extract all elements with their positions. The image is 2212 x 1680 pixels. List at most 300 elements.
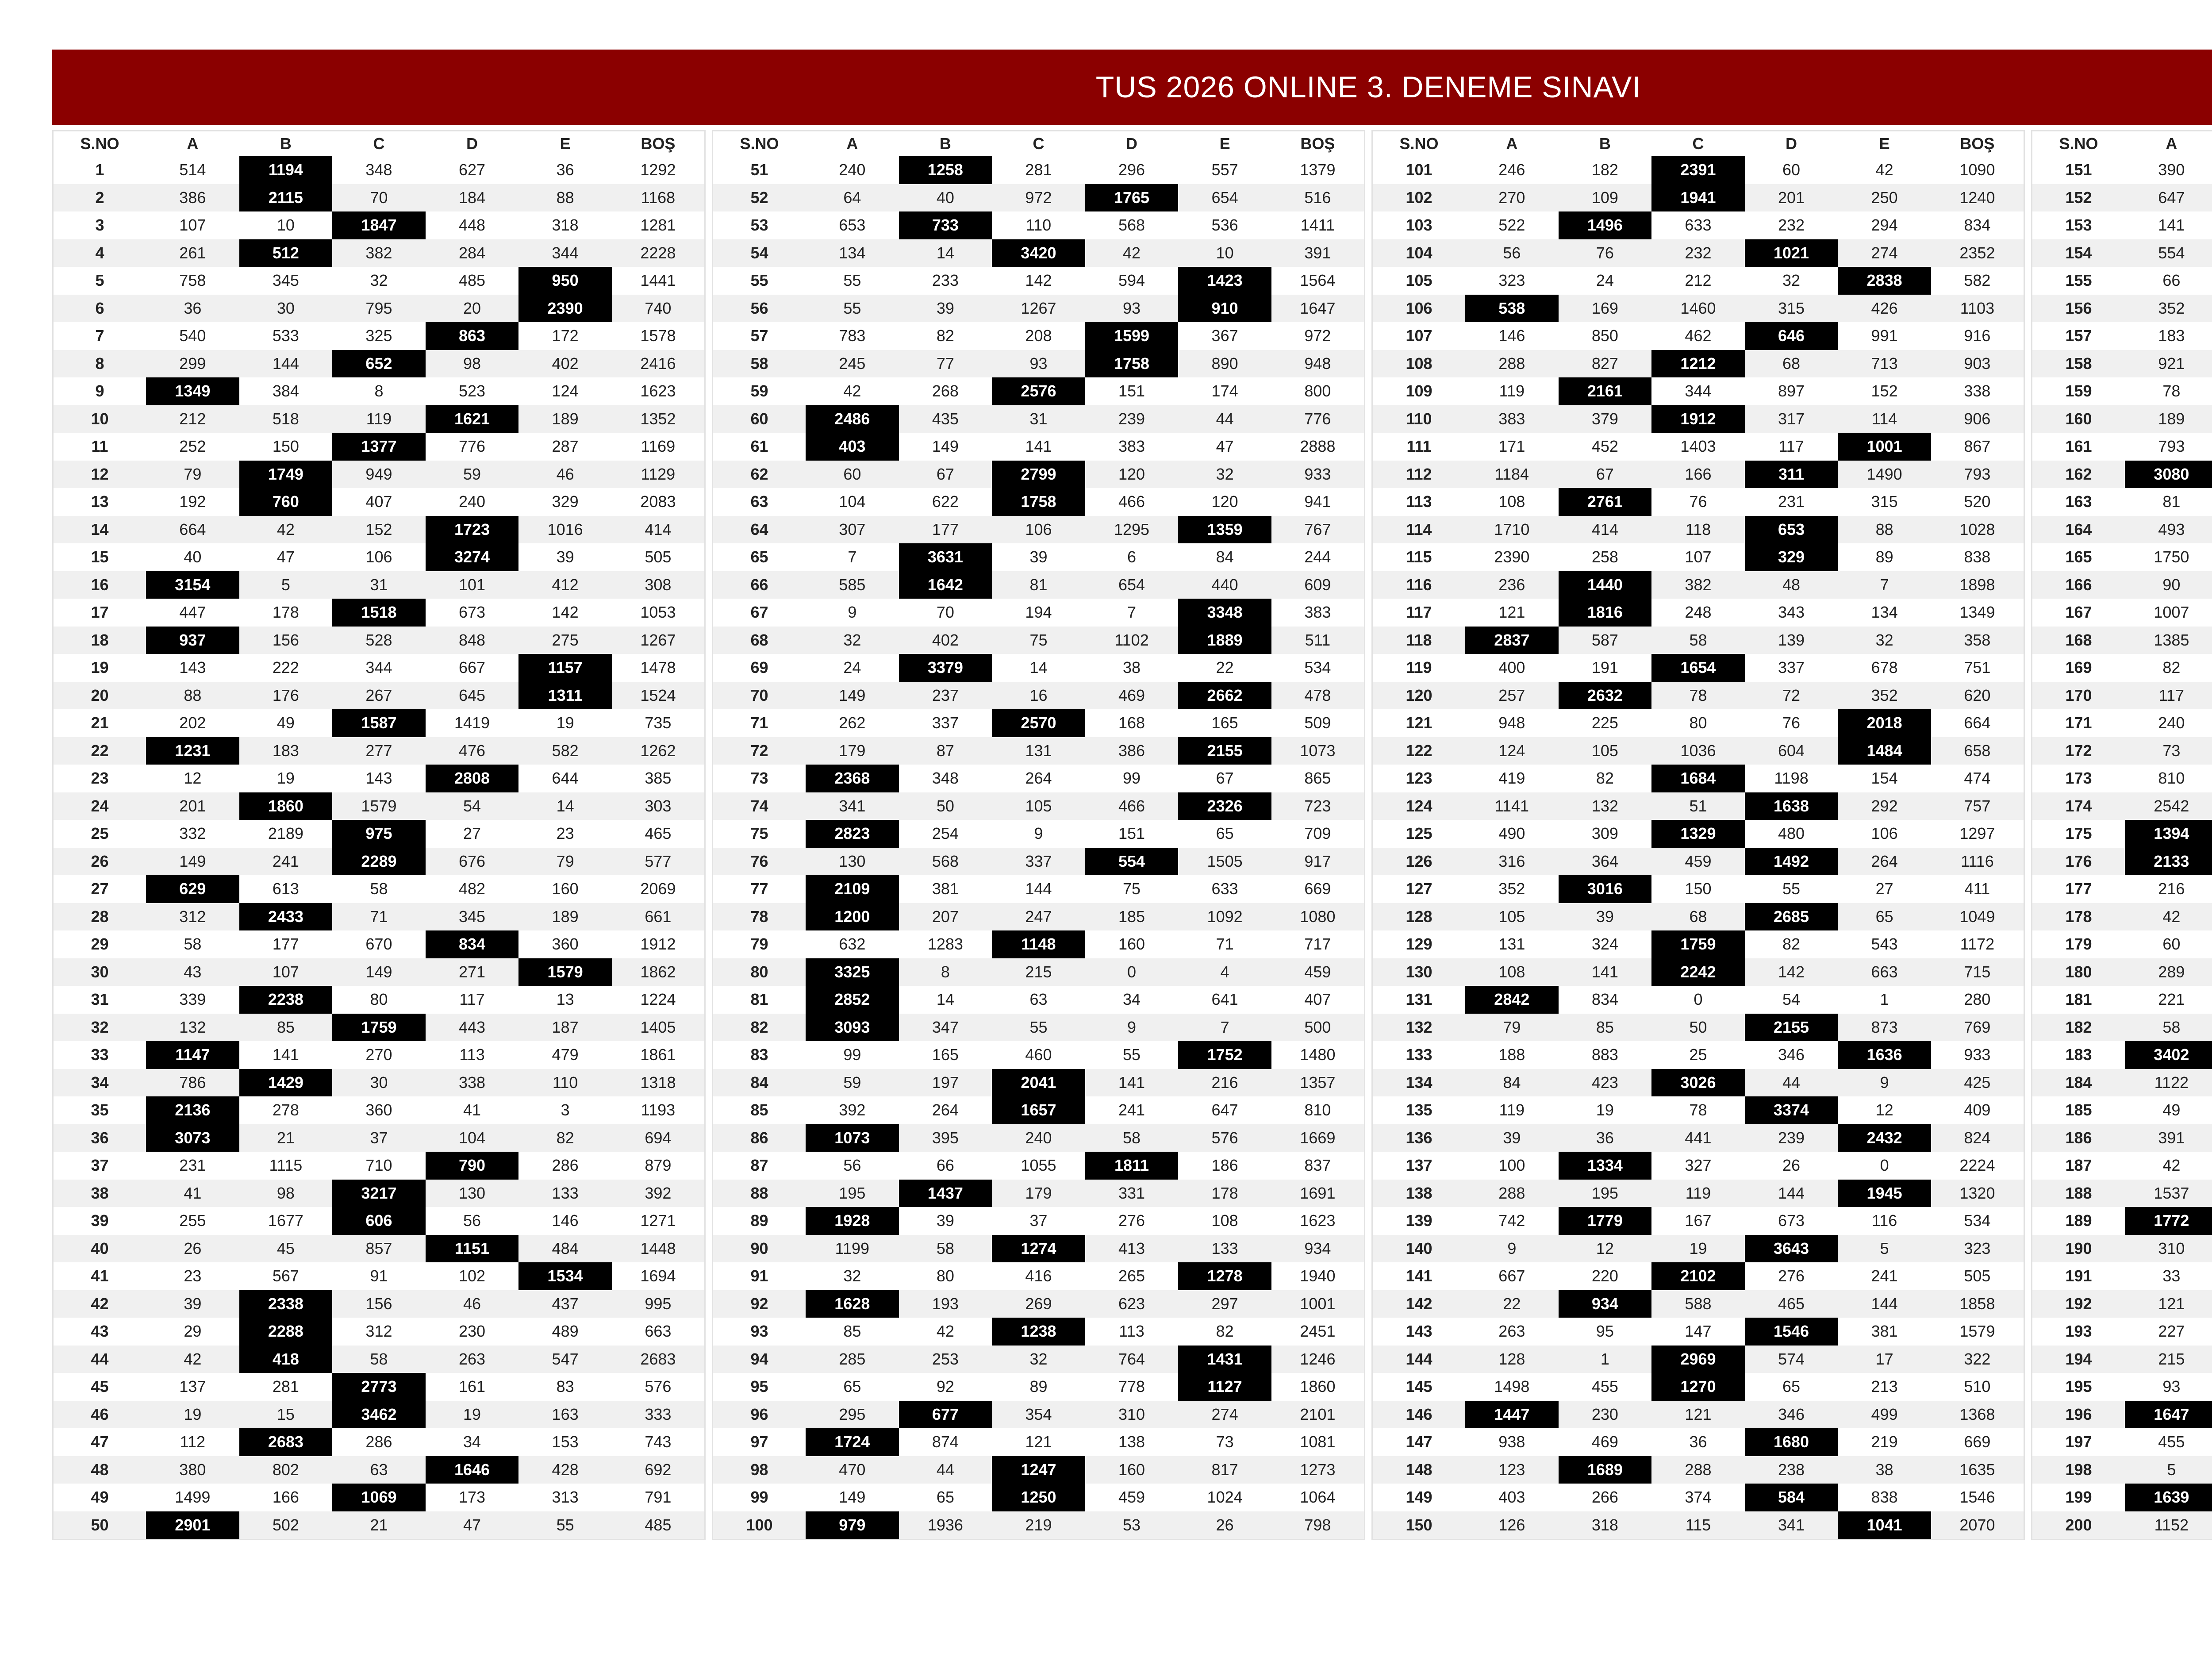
question-number: 187 (2065, 1156, 2092, 1175)
answer-count-cell: 113 (459, 1046, 485, 1064)
correct-answer-count-cell: 1440 (1559, 571, 1652, 599)
answer-count-cell: 523 (458, 382, 486, 400)
question-number: 10 (53, 405, 146, 433)
question-number: 72 (713, 737, 806, 765)
answer-count-cell: 478 (1271, 682, 1365, 710)
answer-count-cell: 1016 (518, 516, 612, 544)
answer-count-cell: 740 (612, 295, 705, 323)
question-number: 66 (713, 571, 806, 599)
table-row (1372, 488, 2024, 516)
answer-count-cell: 723 (1271, 792, 1365, 820)
question-number: 189 (2065, 1211, 2092, 1230)
correct-answer-count-cell: 975 (332, 820, 426, 848)
column-header: E (1178, 131, 1271, 157)
answer-count-cell: 114 (1838, 405, 1931, 433)
answer-count-cell: 65 (1838, 903, 1931, 931)
question-number: 87 (750, 1156, 768, 1175)
answer-count-cell: 112 (180, 1433, 206, 1451)
correct-answer-count-cell: 2570 (992, 709, 1085, 737)
answer-count-cell: 208 (1025, 327, 1052, 345)
answer-count-cell: 676 (426, 848, 519, 876)
answer-count-cell: 13 (556, 990, 574, 1009)
table-row (1372, 1096, 2024, 1124)
question-number: 34 (53, 1069, 146, 1097)
answer-count-cell: 66 (936, 1156, 954, 1175)
answer-count-cell: 81 (992, 571, 1085, 599)
answer-count-cell: 267 (332, 682, 426, 710)
answer-count-cell: 232 (1778, 216, 1805, 235)
answer-count-cell: 26 (146, 1235, 239, 1263)
table-row (1372, 627, 2024, 654)
answer-count-cell: 466 (1085, 792, 1179, 820)
answer-count-cell: 42 (2162, 1156, 2181, 1175)
answer-count-cell: 189 (2125, 405, 2212, 433)
answer-count-cell: 1623 (1300, 1211, 1336, 1230)
question-number: 172 (2032, 737, 2125, 765)
question-number: 177 (2065, 880, 2092, 898)
correct-answer-count-cell: 2289 (332, 848, 426, 876)
answer-count-cell: 709 (1304, 824, 1331, 843)
answer-count-cell: 142 (1025, 271, 1052, 290)
answer-count-cell: 246 (1498, 161, 1525, 179)
table-row (53, 737, 705, 765)
answer-count-cell: 299 (146, 350, 239, 378)
answer-count-cell: 582 (518, 737, 612, 765)
answer-count-cell: 255 (179, 1211, 206, 1230)
answer-count-cell: 195 (806, 1180, 899, 1207)
table-row (53, 930, 705, 958)
question-number: 89 (750, 1211, 768, 1230)
answer-count-cell: 201 (146, 792, 239, 820)
question-number: 77 (750, 880, 768, 898)
correct-answer-count-cell: 512 (239, 239, 333, 267)
answer-count-cell: 295 (806, 1401, 899, 1429)
answer-count-cell: 609 (1271, 571, 1365, 599)
answer-count-cell: 800 (1304, 382, 1331, 400)
answer-count-cell: 414 (612, 516, 705, 544)
answer-count-cell: 99 (1123, 769, 1141, 788)
answer-count-cell: 897 (1778, 382, 1805, 400)
answer-count-cell: 178 (1178, 1180, 1271, 1207)
answer-count-cell: 189 (518, 903, 612, 931)
correct-answer-count-cell: 1546 (1745, 1318, 1838, 1346)
correct-answer-count-cell: 3374 (1745, 1096, 1838, 1124)
column-header: D (1085, 131, 1179, 157)
question-number: 76 (713, 848, 806, 876)
correct-answer-count-cell: 1157 (518, 654, 612, 682)
correct-answer-count-cell: 979 (806, 1511, 899, 1540)
correct-answer-count-cell: 1860 (239, 792, 333, 820)
answer-count-cell: 16 (992, 682, 1085, 710)
question-number: 11 (91, 437, 108, 456)
table-row (1372, 1511, 2024, 1540)
question-number: 91 (750, 1267, 768, 1285)
column-header: A (2125, 131, 2212, 157)
correct-answer-count-cell: 2838 (1838, 267, 1931, 295)
answer-count-cell: 261 (146, 239, 239, 267)
answer-count-cell: 783 (839, 327, 866, 345)
correct-answer-count-cell: 1912 (1651, 405, 1745, 433)
answer-count-cell: 776 (1271, 405, 1365, 433)
correct-answer-count-cell: 1654 (1651, 654, 1745, 682)
answer-count-cell: 60 (806, 461, 899, 488)
table-row (1372, 986, 2024, 1014)
answer-count-cell: 221 (2158, 990, 2185, 1009)
answer-count-cell: 1320 (1931, 1180, 2024, 1207)
answer-count-cell: 1246 (1271, 1346, 1365, 1373)
table-row (2032, 267, 2212, 295)
answer-count-cell: 54 (426, 792, 519, 820)
answer-count-cell: 1379 (1300, 161, 1336, 179)
answer-count-cell: 411 (1964, 880, 1990, 898)
answer-count-cell: 266 (1591, 1488, 1618, 1507)
answer-count-cell: 265 (1118, 1267, 1145, 1285)
answer-count-cell: 274 (1838, 239, 1931, 267)
table-row (2032, 1373, 2212, 1401)
answer-count-cell: 1199 (806, 1235, 899, 1263)
table-row (713, 1373, 1365, 1401)
table-row (2032, 461, 2212, 488)
answer-count-cell: 241 (1118, 1101, 1145, 1119)
answer-count-cell: 44 (1745, 1069, 1838, 1097)
answer-count-cell: 212 (1685, 271, 1712, 290)
answer-count-cell: 490 (1498, 824, 1525, 843)
answer-count-cell: 49 (2162, 1101, 2181, 1119)
answer-count-cell: 1049 (1931, 903, 2024, 931)
answer-count-cell: 341 (806, 792, 899, 820)
correct-answer-count-cell: 3379 (899, 654, 992, 682)
answer-count-cell: 133 (1178, 1235, 1271, 1263)
correct-answer-count-cell: 1278 (1178, 1262, 1271, 1290)
answer-count-cell: 284 (426, 239, 519, 267)
table-row (713, 322, 1365, 350)
correct-answer-count-cell: 1258 (899, 156, 992, 184)
answer-count-cell: 667 (458, 658, 486, 677)
answer-count-cell: 1115 (269, 1156, 303, 1175)
answer-count-cell: 906 (1931, 405, 2024, 433)
answer-count-cell: 48 (1745, 571, 1838, 599)
answer-count-cell: 147 (1685, 1322, 1712, 1341)
exam-title-banner (52, 50, 2212, 125)
question-number: 68 (713, 627, 806, 654)
answer-count-cell: 121 (1025, 1433, 1052, 1451)
question-number: 7 (95, 327, 104, 345)
answer-count-cell: 505 (1964, 1267, 1991, 1285)
answer-count-cell: 1564 (1300, 271, 1336, 290)
answer-count-cell: 231 (1778, 492, 1805, 511)
table-row (53, 627, 705, 654)
answer-count-cell: 834 (1964, 216, 1991, 235)
question-number: 99 (750, 1488, 768, 1507)
answer-count-cell: 838 (1871, 1488, 1898, 1507)
answer-count-cell: 105 (992, 792, 1085, 820)
question-number: 59 (750, 382, 768, 400)
answer-count-cell: 470 (806, 1456, 899, 1484)
answer-count-cell: 323 (1498, 271, 1525, 290)
answer-count-cell: 793 (1931, 461, 2024, 488)
answer-count-cell: 201 (1745, 184, 1838, 212)
answer-count-cell: 247 (992, 903, 1085, 931)
answer-count-cell: 288 (1465, 350, 1559, 378)
answer-count-cell: 270 (1465, 184, 1559, 212)
correct-answer-count-cell: 538 (1465, 295, 1559, 323)
answer-count-cell: 130 (426, 1180, 519, 1207)
answer-count-cell: 138 (1118, 1433, 1145, 1451)
question-number: 30 (53, 958, 146, 986)
correct-answer-count-cell: 2901 (146, 1511, 239, 1540)
answer-count-cell: 694 (612, 1124, 705, 1152)
answer-count-cell: 32 (1178, 461, 1271, 488)
answer-count-cell: 419 (1498, 769, 1525, 788)
answer-count-cell: 403 (1498, 1488, 1525, 1507)
table-row (1372, 682, 2024, 710)
answer-count-cell: 428 (518, 1456, 612, 1484)
answer-count-cell: 465 (1745, 1290, 1838, 1318)
answer-count-cell: 338 (1964, 382, 1991, 400)
answer-count-cell: 141 (1559, 958, 1652, 986)
question-number: 25 (91, 824, 109, 843)
answer-count-cell: 949 (332, 461, 426, 488)
correct-answer-count-cell: 1492 (1745, 848, 1838, 876)
answer-count-cell: 776 (458, 437, 486, 456)
question-number: 191 (2065, 1267, 2092, 1285)
answer-count-cell: 1677 (268, 1211, 303, 1230)
table-row (713, 737, 1365, 765)
question-number: 101 (1406, 161, 1432, 179)
answer-count-cell: 19 (556, 714, 574, 732)
correct-answer-count-cell: 2133 (2125, 848, 2212, 876)
table-row (2032, 1428, 2212, 1456)
answer-count-cell: 2888 (1300, 437, 1336, 456)
table-row (713, 461, 1365, 488)
correct-answer-count-cell: 1599 (1085, 322, 1179, 350)
table-row (53, 1511, 705, 1540)
answer-count-cell: 194 (1025, 603, 1052, 622)
answer-count-cell: 71 (1216, 935, 1234, 953)
table-row (2032, 1401, 2212, 1429)
answer-count-cell: 921 (2125, 350, 2212, 378)
answer-count-cell: 144 (1745, 1180, 1838, 1207)
answer-count-cell: 713 (1838, 350, 1931, 378)
answer-count-cell: 758 (179, 271, 206, 290)
answer-count-cell: 73 (2125, 737, 2212, 765)
answer-count-cell: 664 (1964, 714, 1991, 732)
answer-count-cell: 667 (1498, 1267, 1525, 1285)
answer-count-cell: 1505 (1178, 848, 1271, 876)
answer-count-cell: 352 (2125, 295, 2212, 323)
column-header: S.NO (1372, 131, 1466, 157)
table-row (53, 1041, 705, 1069)
answer-count-cell: 89 (1029, 1377, 1048, 1396)
answer-count-cell: 390 (2158, 161, 2185, 179)
correct-answer-count-cell: 3073 (146, 1124, 239, 1152)
answer-count-cell: 798 (1271, 1511, 1365, 1540)
correct-answer-count-cell: 1689 (1559, 1456, 1652, 1484)
answer-count-cell: 435 (899, 405, 992, 433)
question-number: 5 (95, 271, 104, 290)
answer-count-cell: 186 (1211, 1156, 1238, 1175)
answer-count-cell: 742 (1498, 1211, 1525, 1230)
table-row (713, 295, 1365, 323)
table-row (2032, 1290, 2212, 1318)
column-header: S.NO (713, 131, 806, 157)
answer-count-cell: 1240 (1931, 184, 2024, 212)
question-number: 8 (53, 350, 146, 378)
answer-count-cell: 55 (1123, 1046, 1141, 1064)
correct-answer-count-cell: 2799 (992, 461, 1085, 488)
table-row (2032, 737, 2212, 765)
correct-answer-count-cell: 1816 (1559, 599, 1652, 627)
answer-count-cell: 80 (936, 1267, 954, 1285)
question-number: 33 (91, 1046, 109, 1064)
answer-count-cell: 358 (1931, 627, 2024, 654)
answer-count-cell: 322 (1931, 1346, 2024, 1373)
table-row (53, 599, 705, 627)
answer-count-cell: 121 (1498, 603, 1525, 622)
answer-count-cell: 1267 (992, 295, 1085, 323)
table-row (2032, 627, 2212, 654)
question-number: 90 (713, 1235, 806, 1263)
correct-answer-count-cell: 2391 (1651, 156, 1745, 184)
question-number: 71 (750, 714, 768, 732)
table-row (2032, 599, 2212, 627)
question-number: 37 (91, 1156, 109, 1175)
answer-count-cell: 1750 (2154, 548, 2189, 566)
question-number: 98 (713, 1456, 806, 1484)
answer-count-cell: 317 (1745, 405, 1838, 433)
table-row (1372, 737, 2024, 765)
question-number: 17 (91, 603, 109, 622)
answer-count-cell: 837 (1304, 1156, 1331, 1175)
answer-count-cell: 160 (1118, 935, 1145, 953)
answer-count-cell: 120 (1085, 461, 1179, 488)
correct-answer-count-cell: 2238 (239, 986, 333, 1014)
answer-count-cell: 240 (2158, 714, 2185, 732)
correct-answer-count-cell: 2632 (1559, 682, 1652, 710)
correct-answer-count-cell: 2390 (518, 295, 612, 323)
answer-count-cell: 476 (426, 737, 519, 765)
question-number: 43 (91, 1322, 109, 1341)
table-row (1372, 848, 2024, 876)
answer-count-cell: 14 (899, 239, 992, 267)
table-row (1372, 765, 2024, 792)
answer-count-cell: 1411 (1300, 216, 1335, 235)
correct-answer-count-cell: 1636 (1838, 1041, 1931, 1069)
correct-answer-count-cell: 2662 (1178, 682, 1271, 710)
answer-count-cell: 413 (1085, 1235, 1179, 1263)
answer-count-cell: 479 (552, 1046, 579, 1064)
answer-count-cell: 289 (2125, 958, 2212, 986)
answer-count-cell: 459 (1118, 1488, 1145, 1507)
answer-count-cell: 79 (1465, 1014, 1559, 1042)
answer-count-cell: 873 (1838, 1014, 1931, 1042)
correct-answer-count-cell: 934 (1559, 1290, 1652, 1318)
answer-count-cell: 352 (1498, 880, 1525, 898)
correct-answer-count-cell: 1238 (992, 1318, 1085, 1346)
answer-count-cell: 1169 (641, 437, 676, 456)
answer-count-cell: 278 (272, 1101, 299, 1119)
correct-answer-count-cell: 554 (1085, 848, 1179, 876)
answer-count-cell: 437 (518, 1290, 612, 1318)
answer-count-cell: 400 (1498, 658, 1525, 677)
table-row (53, 1014, 705, 1042)
answer-count-cell: 669 (1304, 880, 1331, 898)
answer-count-cell: 118 (1651, 516, 1745, 544)
question-number: 88 (713, 1180, 806, 1207)
answer-count-cell: 644 (552, 769, 579, 788)
question-number: 86 (713, 1124, 806, 1152)
answer-count-cell: 2352 (1931, 239, 2024, 267)
answer-count-cell: 80 (1689, 714, 1707, 732)
question-number: 112 (1372, 461, 1466, 488)
answer-count-cell: 146 (552, 1211, 579, 1230)
table-row (53, 820, 705, 848)
answer-count-cell: 134 (806, 239, 899, 267)
answer-count-cell: 81 (2162, 492, 2181, 511)
answer-count-cell: 39 (899, 295, 992, 323)
question-number: 23 (91, 769, 109, 788)
answer-count-cell: 233 (932, 271, 959, 290)
question-number: 47 (91, 1433, 109, 1451)
table-row (2032, 709, 2212, 737)
table-row (2032, 211, 2212, 239)
question-number: 42 (53, 1290, 146, 1318)
answer-count-cell: 139 (1745, 627, 1838, 654)
answer-count-cell: 95 (1596, 1322, 1614, 1341)
answer-count-cell: 670 (365, 935, 392, 953)
column-header: BOŞ (1271, 131, 1365, 157)
answer-count-cell: 58 (332, 1346, 426, 1373)
answer-count-cell: 108 (1465, 958, 1559, 986)
question-number: 121 (1406, 714, 1432, 732)
answer-count-cell: 130 (806, 848, 899, 876)
column-header: E (1838, 131, 1931, 157)
answer-count-cell: 620 (1931, 682, 2024, 710)
answer-count-cell: 3 (561, 1101, 570, 1119)
answer-count-cell: 43 (146, 958, 239, 986)
question-number: 198 (2032, 1456, 2125, 1484)
question-number: 174 (2032, 792, 2125, 820)
correct-answer-count-cell: 1151 (426, 1235, 519, 1263)
correct-answer-count-cell: 1657 (992, 1096, 1085, 1124)
correct-answer-count-cell: 1628 (806, 1290, 899, 1318)
answer-count-cell: 9 (1085, 1014, 1179, 1042)
column-header: A (806, 131, 899, 157)
answer-count-cell: 1405 (612, 1014, 705, 1042)
answer-count-cell: 534 (1964, 1211, 1991, 1230)
answer-count-cell: 270 (365, 1046, 392, 1064)
column-header: S.NO (53, 131, 146, 157)
table-row (1372, 1428, 2024, 1456)
answer-count-cell: 857 (332, 1235, 426, 1263)
answer-count-cell: 64 (806, 184, 899, 212)
answer-count-cell: 59 (426, 461, 519, 488)
correct-answer-count-cell: 584 (1745, 1484, 1838, 1511)
answer-count-cell: 78 (1651, 682, 1745, 710)
answer-count-cell: 1262 (612, 737, 705, 765)
answer-count-cell: 382 (1651, 571, 1745, 599)
correct-answer-count-cell: 1724 (806, 1428, 899, 1456)
answer-count-cell: 2542 (2125, 792, 2212, 820)
correct-answer-count-cell: 2837 (1465, 627, 1559, 654)
answer-count-cell: 423 (1559, 1069, 1652, 1097)
answer-count-cell: 166 (272, 1488, 299, 1507)
answer-count-cell: 82 (1782, 935, 1801, 953)
answer-count-cell: 219 (1871, 1433, 1898, 1451)
answer-count-cell: 345 (272, 271, 299, 290)
answer-count-cell: 230 (458, 1322, 486, 1341)
answer-count-cell: 110 (518, 1069, 612, 1097)
